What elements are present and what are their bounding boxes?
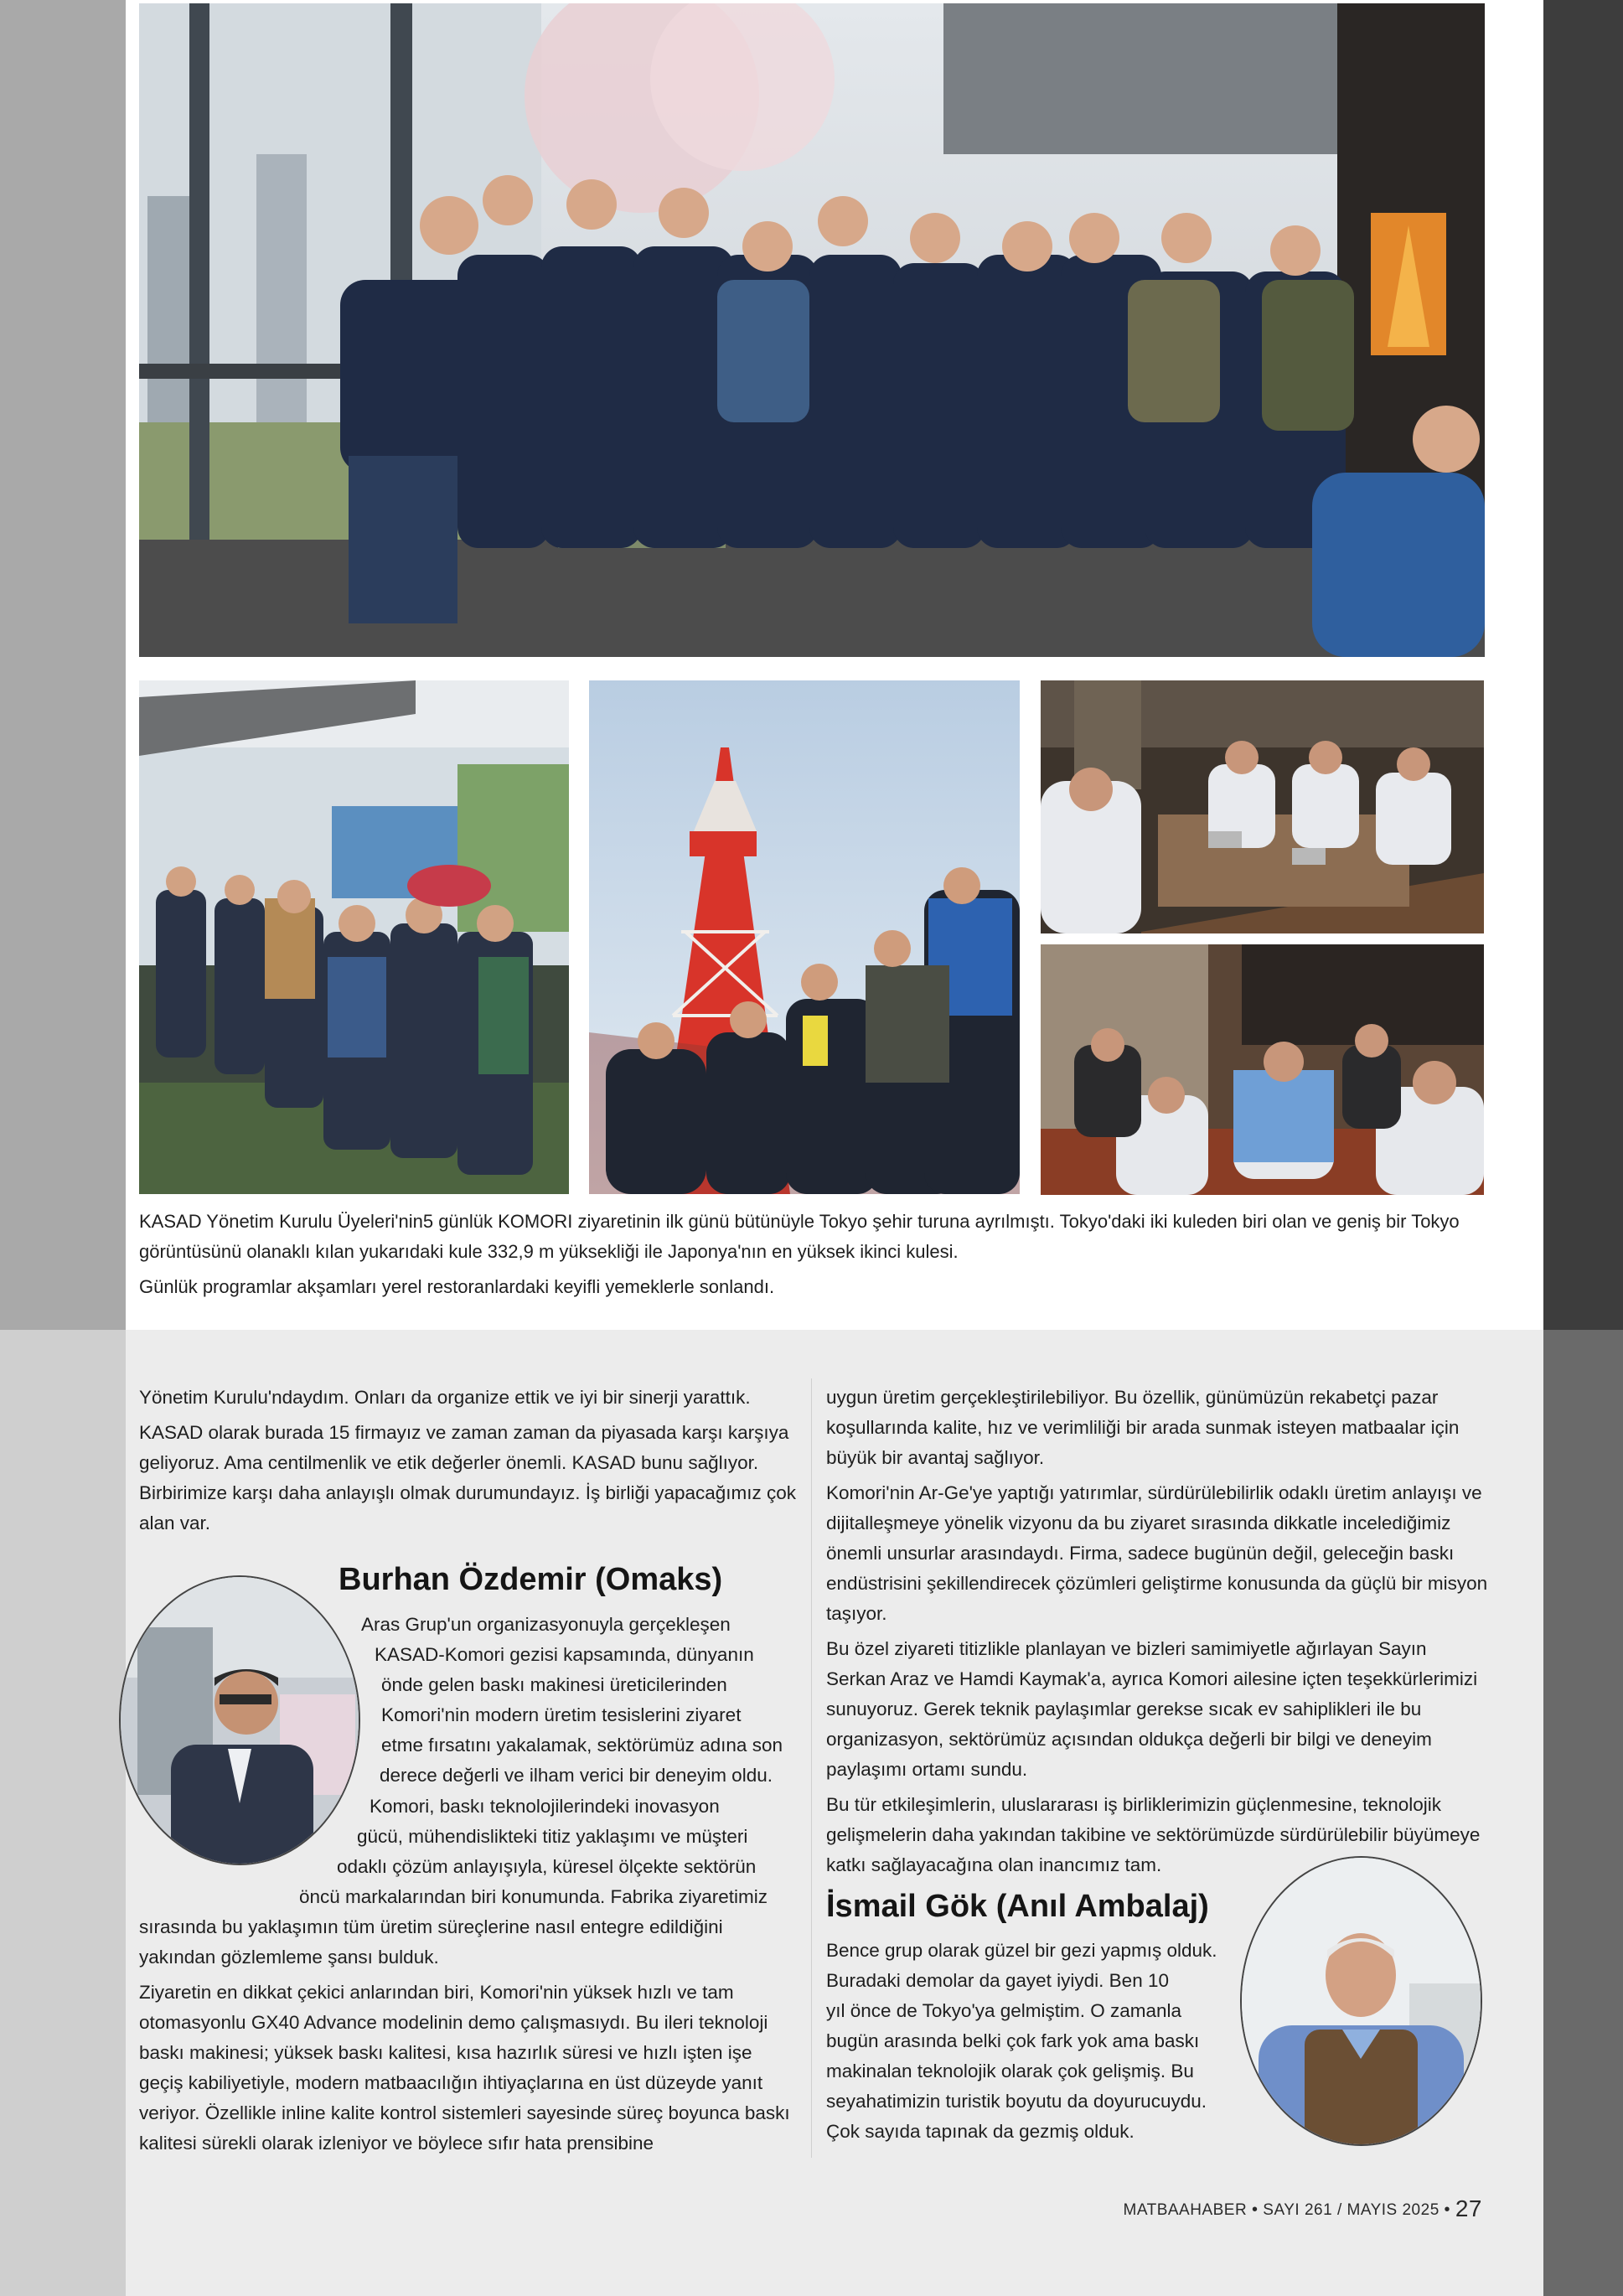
terrace-group-icon [139, 680, 569, 1194]
text-line: Komori'nin modern üretim tesislerini ziyaret [381, 1704, 742, 1725]
footer-bullet: • [1251, 2200, 1259, 2219]
text-line: yıl önce de Tokyo'ya gelmiştim. O zamanla [826, 2000, 1182, 2021]
text-line: gücü, mühendislikteki titiz yaklaşımı ve müşteri [357, 1826, 748, 1847]
dinner-photo-2 [1041, 944, 1484, 1195]
text-line: öncü markalarından biri konumunda. Fabrika ziyaretimiz [299, 1886, 768, 1907]
issue-date: MAYIS 2025 [1346, 2201, 1440, 2219]
right-column-body [826, 1383, 1488, 1885]
column-divider [811, 1378, 812, 2158]
text-line: seyahatimizin turistik boyutu da doyurucuydu. [826, 2091, 1207, 2112]
tokyo-tower-icon [589, 680, 1020, 1194]
paragraph: sırasında bu yaklaşımın tüm üretim süreçlerine nasıl entegre edildiğini yakından gözlemleme şansı bulduk. [139, 1916, 723, 1968]
text-line: makinalan teknolojik olarak çok gelişmiş. Bu [826, 2061, 1194, 2081]
interviewee-heading-ismail: İsmail Gök (Anıl Ambalaj) [826, 1889, 1209, 1924]
text-line: odaklı çözüm anlayışıyla, küresel ölçekte sektörün [337, 1856, 757, 1877]
photo-caption [139, 1207, 1488, 1302]
issue-number: SAYI 261 [1263, 2201, 1333, 2219]
text-line: Bence grup olarak güzel bir gezi yapmış olduk. [826, 1940, 1217, 1961]
page-margin-left-top [0, 0, 126, 1330]
page-margin-right-top [1543, 0, 1623, 1330]
interviewee-heading-burhan: Burhan Özdemir (Omaks) [339, 1562, 723, 1597]
person-portrait-icon [1242, 1858, 1481, 2144]
text-line: Buradaki demolar da gayet iyiydi. Ben 10 [826, 1970, 1169, 1991]
restaurant-dinner-icon [1041, 944, 1484, 1195]
paragraph: Ziyaretin en dikkat çekici anlarından biri, Komori'nin yüksek hızlı ve tam otomasyonlu GX40 Advance modelinin demo çalışmasıydı. Bu ileri teknoloji baskı makinesi; yüksek baskı kalitesi, kısa hazırlık süresi ve hızlı işten işe geçiş kabiliyetiyle, modern matbaacılığın ihtiyaçlarına en üst düzeyde yanıt veriyor. Özellikle inline kalite kontrol sistemleri sayesinde süreç boyunca baskı kalitesi sürekli olarak izleniyor ve böylece sıfır hata prensibine [139, 1982, 790, 2154]
portrait-ismail-gok [1240, 1856, 1482, 2146]
page-number: 27 [1455, 2195, 1482, 2221]
paragraph: uygun üretim gerçekleştirilebiliyor. Bu özellik, günümüzün rekabetçi pazar koşullarında kalite, hız ve verimliliği bir arada sunmak isteyen matbaalar için büyük bir avantaj sağlıyor. [826, 1387, 1460, 1468]
text-line: Komori, baskı teknolojilerindeki inovasyon [370, 1796, 720, 1817]
group-photo-icon [139, 3, 1485, 657]
caption-text-evening: Günlük programlar akşamları yerel restoranlardaki keyifli yemeklerle sonlandı. [139, 1276, 775, 1297]
left-column-body [139, 1912, 797, 2164]
text-line: Aras Grup'un organizasyonuyla gerçekleşen [361, 1614, 731, 1635]
paragraph: Yönetim Kurulu'ndaydım. Onları da organize ettik ve iyi bir sinerji yarattık. [139, 1387, 751, 1408]
tokyo-tower-photo [589, 680, 1020, 1194]
paragraph: Komori'nin Ar-Ge'ye yaptığı yatırımlar, sürdürülebilirlik odaklı üretim anlayışı ve dijitalleşmeye yönelik vizyonu da bu ziyaret sırasında dikkatle incelediğimiz önemli unsurlar arasındaydı. Firma, sadece bugünün değil, geleceğin baskı endüstrisini şekillendirecek çözümleri geliştirme konusunda da güçlü bir misyon taşıyor. [826, 1482, 1488, 1624]
paragraph: KASAD olarak burada 15 firmayız ve zaman zaman da piyasada karşı karşıya geliyoruz. Ama centilmenlik ve etik değerler önemli. KASAD bunu sağlıyor. Birbirimize karşı daha anlayışlı olmak durumundayız. İş birliği yapacağımız çok alan var. [139, 1422, 797, 1533]
paragraph: Bu özel ziyareti titizlikle planlayan ve bizleri samimiyetle ağırlayan Sayın Serkan Araz ve Hamdi Kaymak'a, ayrıca Komori ailesine içten teşekkürlerimizi sunuyoruz. Gerek teknik paylaşımlar gerekse sıcak ev sahiplikleri ile bu organizasyon, sektörümüz açısından oldukça değerli bir bilgi ve deneyim paylaşımı ortamı sundu. [826, 1638, 1478, 1780]
magazine-name: MATBAAHABER [1123, 2201, 1248, 2219]
text-line: bugün arasında belki çok fark yok ama baskı [826, 2030, 1200, 2051]
footer-bullet: • [1444, 2200, 1451, 2219]
paragraph: Bu tür etkileşimlerin, uluslararası iş birliklerimizin güçlenmesine, teknolojik gelişmelerin daha yakından takibine ve sektörümüzde sürdürülebilir büyümeye katkı sağlayacağına olan inancımız tam. [826, 1794, 1481, 1875]
left-column-wrap-1 [352, 1610, 804, 1791]
text-line: önde gelen baskı makinesi üreticilerinden [381, 1674, 727, 1695]
text-line: Çok sayıda tapınak da gezmiş olduk. [826, 2121, 1135, 2142]
text-line: etme fırsatını yakalamak, sektörümüz adına son [381, 1735, 783, 1756]
left-column-intro [139, 1383, 797, 1544]
group-photo [139, 3, 1485, 657]
text-line: KASAD-Komori gezisi kapsamında, dünyanın [375, 1644, 754, 1665]
right-column-wrap [826, 1936, 1237, 2147]
terrace-photo [139, 680, 569, 1194]
dinner-photo-1 [1041, 680, 1484, 933]
text-line: derece değerli ve ilham verici bir deneyim oldu. [380, 1765, 773, 1786]
page-margin-left-bottom [0, 1330, 126, 2296]
page-footer [1124, 2195, 1482, 2222]
restaurant-dinner-icon [1041, 680, 1484, 933]
footer-slash: / [1336, 2201, 1342, 2219]
page-margin-right-bottom [1543, 1330, 1623, 2296]
caption-text: KASAD Yönetim Kurulu Üyeleri'nin5 günlük KOMORI ziyaretinin ilk günü bütünüyle Tokyo şehir turuna ayrılmıştı. Tokyo'daki iki kuleden biri olan ve geniş bir Tokyo görüntüsünü olanaklı kılan yukarıdaki kule 332,9 m yüksekliği ile Japonya'nın en yüksek ikinci kulesi. [139, 1211, 1460, 1262]
left-column-wrap-2 [139, 1792, 801, 1912]
